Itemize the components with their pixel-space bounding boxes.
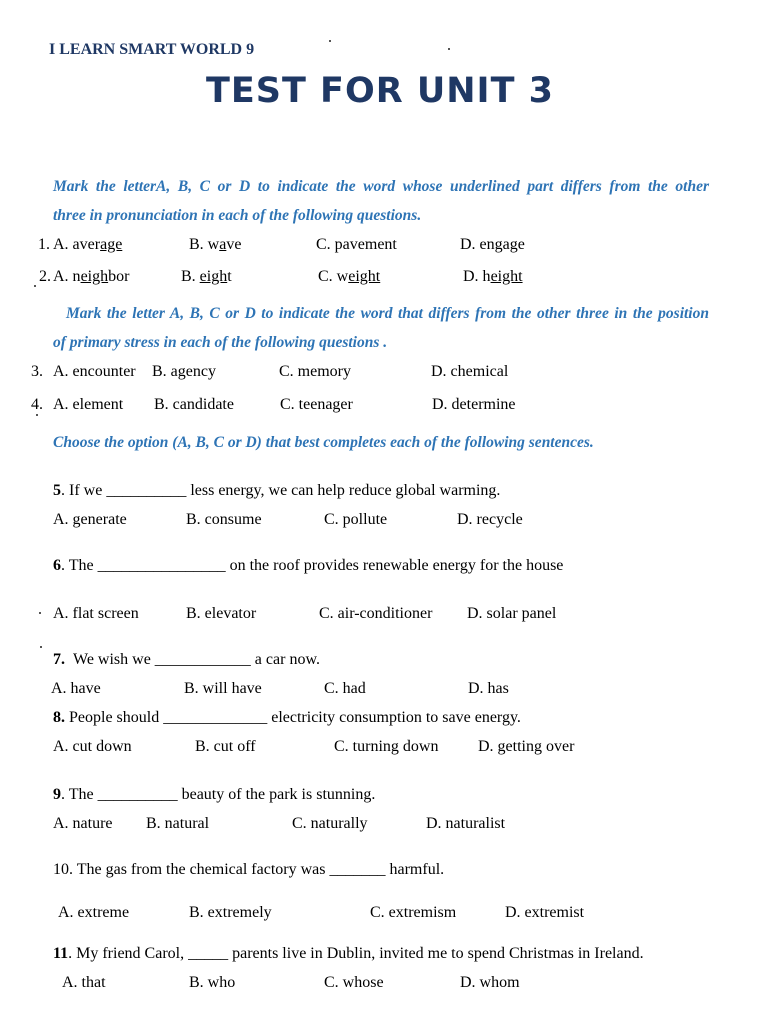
option-d[interactable]: D. recycle bbox=[457, 511, 523, 528]
option-a[interactable]: A. nature bbox=[53, 815, 113, 832]
section1-instruction-line1: Mark the letterA, B, C or D to indicate the word whose underlined part differs from the other bbox=[53, 178, 709, 195]
option-b[interactable]: B. cut off bbox=[195, 738, 256, 755]
option-d[interactable]: D. engage bbox=[460, 236, 525, 253]
option-a[interactable]: A. that bbox=[62, 974, 106, 991]
option-a[interactable]: A. have bbox=[51, 680, 101, 697]
page-title: TEST FOR UNIT 3 bbox=[206, 71, 554, 111]
option-a[interactable]: A. encounter bbox=[53, 363, 136, 380]
section3-instruction: Choose the option (A, B, C or D) that best completes each of the following sentences. bbox=[53, 434, 594, 451]
option-c[interactable]: C. teenager bbox=[280, 396, 353, 413]
section2-instruction-line2: of primary stress in each of the following questions . bbox=[53, 334, 388, 351]
option-b[interactable]: B. consume bbox=[186, 511, 262, 528]
question-stem bbox=[53, 482, 500, 500]
option-d[interactable]: D. naturalist bbox=[426, 815, 506, 832]
option-d[interactable]: D. solar panel bbox=[467, 605, 557, 622]
option-b[interactable]: B. eight bbox=[181, 268, 232, 285]
option-b[interactable]: B. natural bbox=[146, 815, 210, 832]
decorative-dot bbox=[40, 646, 42, 648]
option-d[interactable]: D. height bbox=[463, 268, 523, 285]
option-d[interactable]: D. getting over bbox=[478, 738, 575, 755]
question-number: 8. bbox=[53, 709, 65, 726]
question-text: 10. The gas from the chemical factory was _______ harmful. bbox=[53, 861, 445, 878]
option-b[interactable]: B. elevator bbox=[186, 605, 257, 622]
option-c[interactable]: C. air-conditioner bbox=[319, 605, 433, 622]
option-d[interactable]: D. whom bbox=[460, 974, 520, 991]
option-c[interactable]: C. whose bbox=[324, 974, 384, 991]
option-c[interactable]: C. extremism bbox=[370, 904, 457, 921]
decorative-dot bbox=[329, 40, 331, 42]
question-text: . The __________ beauty of the park is stunning. bbox=[61, 786, 376, 803]
question-stem bbox=[53, 945, 644, 963]
option-c[interactable]: C. had bbox=[324, 680, 366, 697]
option-b[interactable]: B. candidate bbox=[154, 396, 234, 413]
option-c[interactable]: C. naturally bbox=[292, 815, 368, 832]
question-number: 4. bbox=[31, 396, 43, 413]
option-a[interactable]: A. neighbor bbox=[53, 268, 130, 285]
question-text: We wish we ____________ a car now. bbox=[73, 651, 320, 668]
decorative-dot bbox=[36, 414, 38, 416]
option-b[interactable]: B. agency bbox=[152, 363, 216, 380]
question-number: 7. bbox=[53, 651, 65, 668]
question-text: . If we __________ less energy, we can help reduce global warming. bbox=[61, 482, 501, 499]
question-number: 3. bbox=[31, 363, 43, 380]
option-d[interactable]: D. has bbox=[468, 680, 509, 697]
option-c[interactable]: C. pollute bbox=[324, 511, 388, 528]
option-c[interactable]: C. memory bbox=[279, 363, 351, 380]
option-c[interactable]: C. pavement bbox=[316, 236, 397, 253]
option-a[interactable]: A. extreme bbox=[58, 904, 130, 921]
question-text: . My friend Carol, _____ parents live in Dublin, invited me to spend Christmas in Ireland. bbox=[68, 945, 644, 962]
decorative-dot bbox=[448, 48, 450, 50]
question-number: 5 bbox=[53, 482, 61, 499]
brand-label: I LEARN SMART WORLD 9 bbox=[49, 41, 255, 58]
option-b[interactable]: B. will have bbox=[184, 680, 262, 697]
decorative-dot bbox=[34, 285, 36, 287]
question-number: 9 bbox=[53, 786, 61, 803]
question-stem bbox=[53, 557, 563, 575]
question-stem bbox=[53, 651, 320, 669]
option-a[interactable]: A. flat screen bbox=[53, 605, 139, 622]
option-a[interactable]: A. average bbox=[53, 236, 123, 253]
option-d[interactable]: D. determine bbox=[432, 396, 516, 413]
option-c[interactable]: C. weight bbox=[318, 268, 381, 285]
option-b[interactable]: B. wave bbox=[189, 236, 242, 253]
question-number: 1. bbox=[38, 236, 50, 253]
question-number: 11 bbox=[53, 945, 69, 962]
decorative-dot bbox=[39, 612, 41, 614]
option-a[interactable]: A. cut down bbox=[53, 738, 132, 755]
section1-instruction-line2: three in pronunciation in each of the following questions. bbox=[53, 207, 422, 224]
question-stem bbox=[53, 786, 375, 804]
section2-instruction-line1: Mark the letter A, B, C or D to indicate the word that differs from the other three in the position bbox=[66, 305, 709, 322]
question-number: 2. bbox=[39, 268, 51, 285]
option-a[interactable]: A. element bbox=[53, 396, 124, 413]
option-b[interactable]: B. who bbox=[189, 974, 236, 991]
option-d[interactable]: D. extremist bbox=[505, 904, 585, 921]
question-stem bbox=[53, 709, 521, 727]
option-b[interactable]: B. extremely bbox=[189, 904, 272, 921]
option-c[interactable]: C. turning down bbox=[334, 738, 439, 755]
option-d[interactable]: D. chemical bbox=[431, 363, 509, 380]
option-a[interactable]: A. generate bbox=[53, 511, 127, 528]
question-number: 6 bbox=[53, 557, 61, 574]
question-text: . The ________________ on the roof provides renewable energy for the house bbox=[61, 557, 564, 574]
question-text: People should _____________ electricity consumption to save energy. bbox=[69, 709, 521, 726]
